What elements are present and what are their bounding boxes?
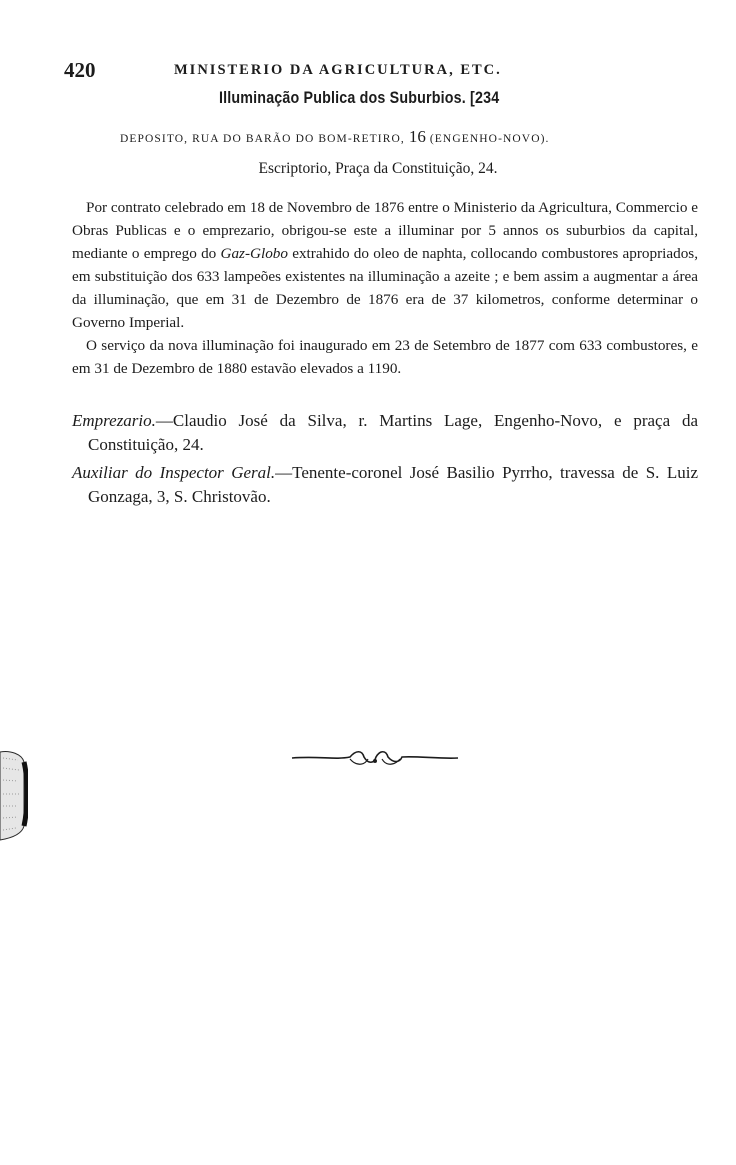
person-auxiliar: —Tenente-coronel José Basilio Pyrrho, travessa de S. Luiz Gonzaga, 3, S. Christovão.	[88, 463, 698, 506]
personnel-entry-emprezario	[72, 409, 698, 457]
personnel-entry-auxiliar	[72, 461, 698, 509]
body-text	[72, 196, 698, 380]
office-address: Escriptorio, Praça da Constituição, 24.	[258, 160, 498, 177]
page-number: 420	[64, 58, 96, 82]
binding-edge	[0, 748, 28, 848]
deposit-number: 16	[408, 127, 426, 146]
personnel-list	[72, 409, 698, 513]
section-title: Illuminação Publica dos Suburbios. [234	[219, 88, 500, 107]
role-auxiliar: Auxiliar do Inspector Geral.	[72, 463, 276, 482]
paragraph-service: O serviço da nova illuminação foi inaugurado em 23 de Setembro de 1877 com 633 combustores, e em 31 de Dezembro de 1880 estavão elevados a 1190.	[72, 337, 698, 377]
paragraph-contract	[72, 196, 698, 334]
gaz-globo-term: Gaz-Globo	[220, 245, 288, 262]
deposit-prefix: DEPOSITO, RUA DO BARÃO DO BOM-RETIRO,	[120, 133, 405, 145]
paragraph-contract-part1: Por contrato celebrado em 18 de Novembro de 1876 entre o Ministerio da Agricultura, Commercio e Obras Publicas e o emprezario, obrigou-se este a illuminar por 5 annos os suburbios da capital, mediante o emprego do	[72, 199, 698, 262]
person-emprezario: —Claudio José da Silva, r. Martins Lage, Engenho-Novo, e praça da Constituição, 24.	[88, 411, 698, 454]
deposit-address	[120, 127, 550, 147]
running-head	[64, 58, 704, 86]
deposit-suffix: (ENGENHO-NOVO).	[429, 133, 550, 145]
role-emprezario: Emprezario.	[72, 411, 156, 430]
paragraph-contract-part2: extrahido do oleo de naphta, collocando combustores apropriados, em substituição dos 633 lampeões existentes na illuminação a azeite ; e bem assim a augmentar a área da illuminação, que em 31 de Dezembro de 1876 era de 37 kilometros, conforme determinar o Governo Imperial.	[72, 245, 698, 331]
ornament-divider	[290, 746, 460, 770]
running-title: MINISTERIO DA AGRICULTURA, ETC.	[174, 62, 502, 78]
